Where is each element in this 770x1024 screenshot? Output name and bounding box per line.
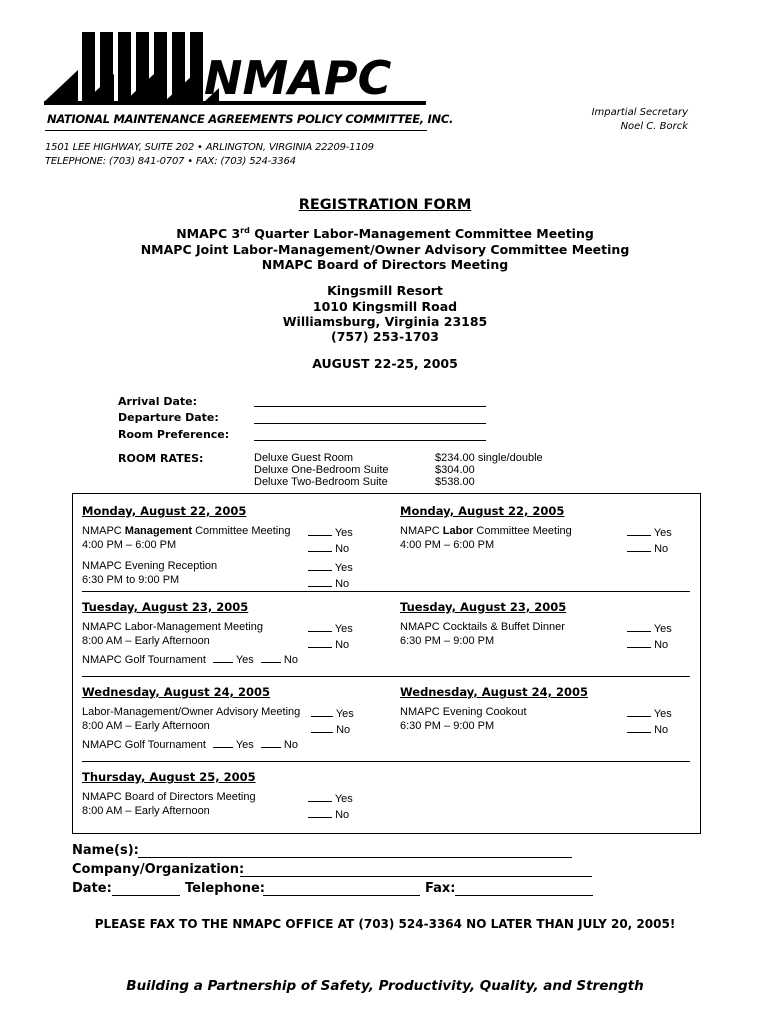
evening-reception: NMAPC Evening Reception 6:30 PM to 9:00 PM (82, 560, 218, 586)
monday-heading: Monday, August 22, 2005 (82, 504, 247, 518)
section-divider (82, 591, 690, 592)
venue-city: Williamsburg, Virginia 23185 (282, 314, 488, 329)
labor-committee-meeting: NMAPC Labor Committee Meeting 4:00 PM – 6:00 PM (400, 525, 572, 551)
room-price: $234.00 single/double (435, 452, 543, 464)
nmapc-logo (44, 30, 434, 114)
venue-name: Kingsmill Resort (327, 283, 443, 298)
room-type: Deluxe Two-Bedroom Suite (254, 476, 388, 488)
org-name: NATIONAL MAINTENANCE AGREEMENTS POLICY COMMITTEE, INC. (47, 112, 454, 126)
room-preference-label: Room Preference: (118, 428, 230, 441)
venue-phone: (757) 253-1703 (331, 329, 439, 344)
labor-management-rsvp[interactable]: Yes No (308, 620, 353, 652)
evening-reception-rsvp[interactable]: Yes No (308, 559, 353, 591)
fax-field[interactable] (455, 895, 593, 896)
event-dates: AUGUST 22-25, 2005 (312, 356, 458, 371)
date-label: Date: (72, 881, 112, 896)
tagline: Building a Partnership of Safety, Productivity, Quality, and Strength (126, 978, 644, 994)
evening-cookout-rsvp[interactable]: Yes No (627, 705, 672, 737)
names-field[interactable] (138, 857, 572, 858)
secretary-name: Noel C. Borck (620, 121, 688, 132)
section-divider (82, 761, 690, 762)
room-preference-field[interactable] (254, 440, 486, 441)
meeting-line-1: NMAPC 3rd Quarter Labor-Management Committee Meeting (176, 226, 594, 242)
board-of-directors-rsvp[interactable]: Yes No (308, 790, 353, 822)
thursday-heading: Thursday, August 25, 2005 (82, 770, 256, 784)
room-type-list (254, 452, 389, 488)
arrival-label: Arrival Date: (118, 395, 197, 408)
section-divider (82, 676, 690, 677)
telephone-label: Telephone: (185, 881, 265, 896)
mgmt-committee-rsvp[interactable]: Yes No (308, 524, 353, 556)
wednesday-heading-right: Wednesday, August 24, 2005 (400, 685, 588, 699)
cocktails-buffet-dinner: NMAPC Cocktails & Buffet Dinner 6:30 PM – 9:00 PM (400, 621, 565, 647)
room-type: Deluxe Guest Room (254, 452, 354, 464)
tuesday-heading-right: Tuesday, August 23, 2005 (400, 600, 567, 614)
logo-wordmark: NMAPC (204, 51, 392, 105)
room-price-list (435, 452, 543, 488)
secretary-title: Impartial Secretary (591, 107, 688, 118)
mgmt-committee-meeting: NMAPC Management Committee Meeting 4:00 PM – 6:00 PM (82, 525, 291, 551)
departure-field[interactable] (254, 423, 486, 424)
golf-tournament-wednesday[interactable]: NMAPC Golf Tournament Yes No (82, 736, 298, 752)
arrival-field[interactable] (254, 406, 486, 407)
tuesday-heading: Tuesday, August 23, 2005 (82, 600, 249, 614)
owner-advisory-rsvp[interactable]: Yes No (311, 705, 354, 737)
letterhead-rule (45, 130, 427, 131)
company-field[interactable] (240, 876, 592, 877)
departure-label: Departure Date: (118, 411, 219, 424)
golf-tournament-tuesday[interactable]: NMAPC Golf Tournament Yes No (82, 651, 298, 667)
fax-label: Fax: (425, 881, 456, 896)
form-title: REGISTRATION FORM (298, 197, 472, 213)
room-rates-label: ROOM RATES: (118, 452, 204, 465)
room-type: Deluxe One-Bedroom Suite (254, 464, 389, 476)
org-phone-fax: TELEPHONE: (703) 841-0707 • FAX: (703) 524-3364 (45, 156, 296, 167)
owner-advisory-meeting: Labor-Management/Owner Advisory Meeting 8:00 AM – Early Afternoon (82, 706, 301, 732)
room-price: $538.00 (435, 476, 475, 488)
names-label: Name(s): (72, 843, 139, 858)
board-of-directors-meeting: NMAPC Board of Directors Meeting 8:00 AM – Early Afternoon (82, 791, 256, 817)
meeting-line-3: NMAPC Board of Directors Meeting (261, 257, 509, 272)
room-price: $304.00 (435, 464, 475, 476)
venue-street: 1010 Kingsmill Road (312, 299, 458, 314)
meeting-line-2: NMAPC Joint Labor-Management/Owner Advisory Committee Meeting (140, 242, 630, 257)
company-label: Company/Organization: (72, 862, 245, 877)
date-field[interactable] (112, 895, 180, 896)
monday-heading-right: Monday, August 22, 2005 (400, 504, 565, 518)
wednesday-heading: Wednesday, August 24, 2005 (82, 685, 270, 699)
evening-cookout: NMAPC Evening Cookout 6:30 PM – 9:00 PM (400, 706, 527, 732)
labor-management-meeting: NMAPC Labor-Management Meeting 8:00 AM – Early Afternoon (82, 621, 263, 647)
fax-notice: PLEASE FAX TO THE NMAPC OFFICE AT (703) 524-3364 NO LATER THAN JULY 20, 2005! (94, 917, 676, 931)
cocktails-buffet-rsvp[interactable]: Yes No (627, 620, 672, 652)
org-address: 1501 LEE HIGHWAY, SUITE 202 • ARLINGTON, VIRGINIA 22209-1109 (45, 142, 374, 153)
labor-committee-rsvp[interactable]: Yes No (627, 524, 672, 556)
telephone-field[interactable] (263, 895, 420, 896)
